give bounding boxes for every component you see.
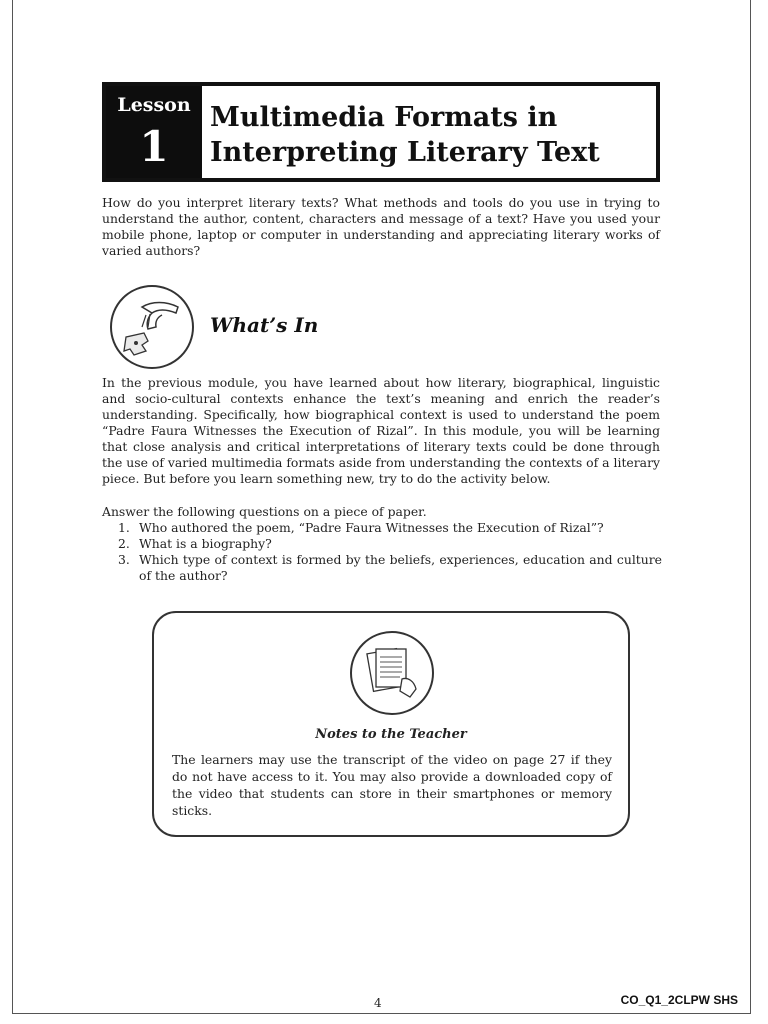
question-item [102, 536, 662, 552]
whats-in-paragraph: In the previous module, you have learned about how literary, biographical, linguistic and socio-cultural contexts enhance the text’s meaning and enrich the reader’s understanding. Specifically, how biographical context is used to understand the poem “Padre Faura Witnesses the Execution of Rizal”. In this module, you will be learning that close analysis and critical interpretations of literary texts could be done through the use of varied multimedia formats aside from understanding the contexts of a literary piece. But before you learn something new, try to do the activity below. [102, 375, 660, 486]
lesson-title-line-2: Interpreting Literary Text [210, 137, 600, 168]
hand-puzzle-icon [110, 285, 194, 369]
lesson-badge [106, 86, 202, 178]
question-number: 1. [118, 520, 130, 535]
papers-hand-icon [350, 631, 434, 715]
question-text: What is a biography? [139, 536, 272, 551]
question-list [102, 504, 662, 584]
lesson-word: Lesson [117, 94, 191, 116]
notes-to-teacher-box [152, 611, 630, 837]
lesson-header [102, 82, 660, 182]
question-number: 2. [118, 536, 130, 551]
question-text: Who authored the poem, “Padre Faura Witnesses the Execution of Rizal”? [139, 520, 604, 535]
questions-intro: Answer the following questions on a piece of paper. [102, 504, 427, 519]
intro-paragraph: How do you interpret literary texts? What methods and tools do you use in trying to understand the author, content, characters and message of a text? Have you used your mobile phone, laptop or computer in understanding and appreciating literary works of varied authors? [102, 195, 660, 258]
lesson-title-line-1: Multimedia Formats in [210, 102, 558, 133]
question-item [102, 552, 662, 584]
lesson-number: 1 [139, 122, 169, 171]
notes-body: The learners may use the transcript of the video on page 27 if they do not have access to it. You may also provide a downloaded copy of the video that students can store in their smartphones or memory sticks. [172, 752, 612, 818]
question-item [102, 520, 662, 536]
notes-title: Notes to the Teacher [315, 727, 467, 742]
whats-in-title: What’s In [210, 313, 319, 337]
question-text: Which type of context is formed by the beliefs, experiences, education and culture of the author? [139, 552, 662, 583]
footer-code: CO_Q1_2CLPW SHS [620, 993, 738, 1007]
page-number: 4 [374, 996, 382, 1010]
question-number: 3. [118, 552, 130, 567]
lesson-title [210, 100, 600, 170]
